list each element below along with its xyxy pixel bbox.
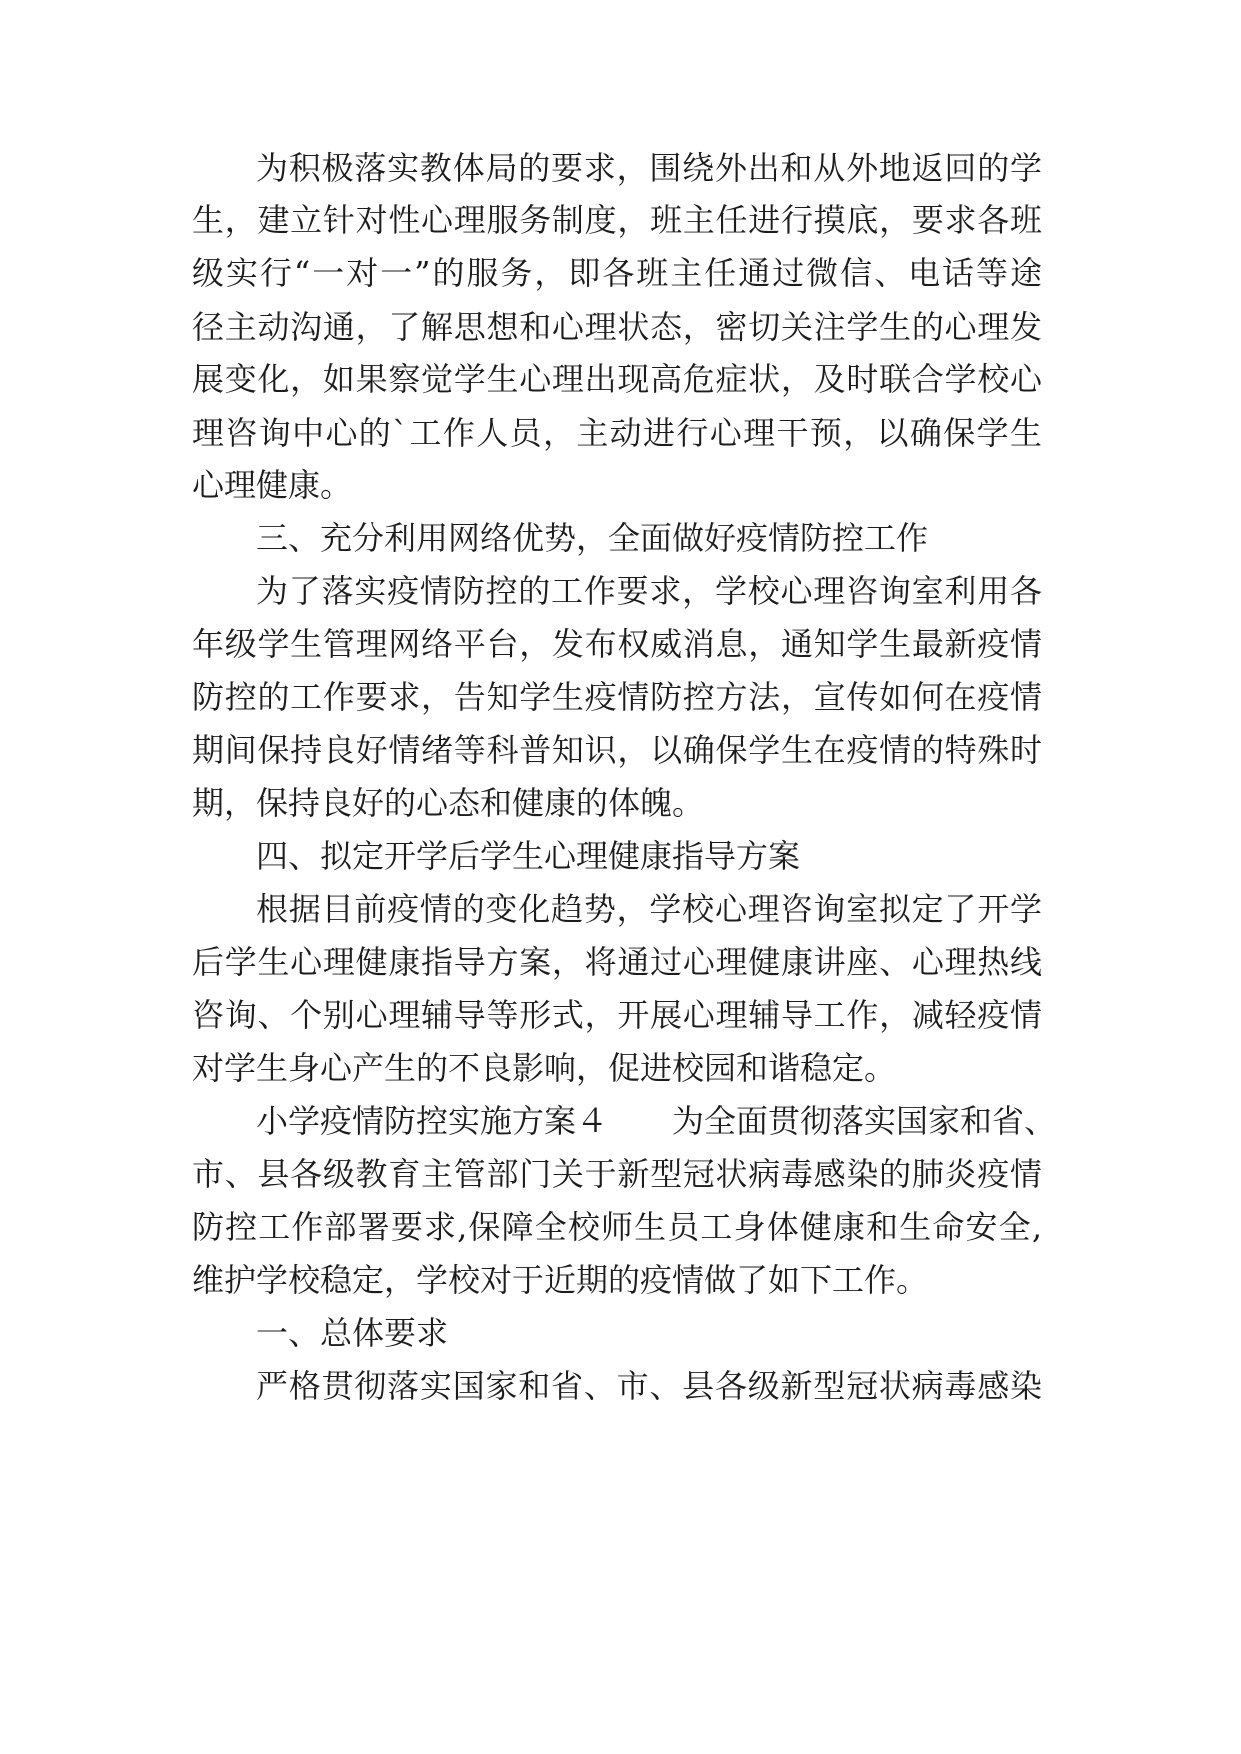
paragraph-line: 级实行“一对一”的服务，即各班主任通过微信、电话等途 bbox=[192, 254, 1042, 292]
paragraph-line: 理咨询中心的`工作人员，主动进行心理干预，以确保学生 bbox=[192, 414, 1042, 452]
paragraph-line: 生，建立针对性心理服务制度，班主任进行摸底，要求各班 bbox=[192, 201, 1042, 239]
paragraph-line: 小学疫情防控实施方案４ 为全面贯彻落实国家和省、 bbox=[256, 1102, 1057, 1140]
section-heading: 一、总体要求 bbox=[256, 1314, 449, 1352]
paragraph-line: 心理健康。 bbox=[192, 466, 353, 504]
paragraph-line: 严格贯彻落实国家和省、市、县各级新型冠状病毒感染 bbox=[256, 1367, 1042, 1405]
paragraph-line: 防控的工作要求，告知学生疫情防控方法，宣传如何在疫情 bbox=[192, 678, 1042, 716]
section-heading: 三、充分利用网络优势，全面做好疫情防控工作 bbox=[256, 519, 929, 557]
section-heading: 四、拟定开学后学生心理健康指导方案 bbox=[256, 837, 801, 875]
paragraph-line: 年级学生管理网络平台，发布权威消息，通知学生最新疫情 bbox=[192, 625, 1042, 663]
paragraph-line: 根据目前疫情的变化趋势，学校心理咨询室拟定了开学 bbox=[256, 890, 1042, 928]
paragraph-line: 径主动沟通，了解思想和心理状态，密切关注学生的心理发 bbox=[192, 308, 1042, 346]
paragraph-line: 期，保持良好的心态和健康的体魄。 bbox=[192, 784, 705, 822]
paragraph-line: 咨询、个别心理辅导等形式，开展心理辅导工作，减轻疫情 bbox=[192, 996, 1042, 1034]
paragraph-line: 对学生身心产生的不良影响，促进校园和谐稳定。 bbox=[192, 1049, 897, 1087]
paragraph-line: 防控工作部署要求,保障全校师生员工身体健康和生命安全, bbox=[192, 1208, 1042, 1246]
paragraph-line: 后学生心理健康指导方案，将通过心理健康讲座、心理热线 bbox=[192, 943, 1042, 981]
paragraph-line: 市、县各级教育主管部门关于新型冠状病毒感染的肺炎疫情 bbox=[192, 1155, 1042, 1193]
paragraph-line: 维护学校稳定，学校对于近期的疫情做了如下工作。 bbox=[192, 1261, 929, 1299]
paragraph-line: 为了落实疫情防控的工作要求，学校心理咨询室利用各 bbox=[256, 572, 1042, 610]
paragraph-line: 期间保持良好情绪等科普知识，以确保学生在疫情的特殊时 bbox=[192, 731, 1042, 769]
paragraph-line: 展变化，如果察觉学生心理出现高危症状，及时联合学校心 bbox=[192, 360, 1042, 398]
paragraph-line: 为积极落实教体局的要求，围绕外出和从外地返回的学 bbox=[256, 149, 1042, 187]
